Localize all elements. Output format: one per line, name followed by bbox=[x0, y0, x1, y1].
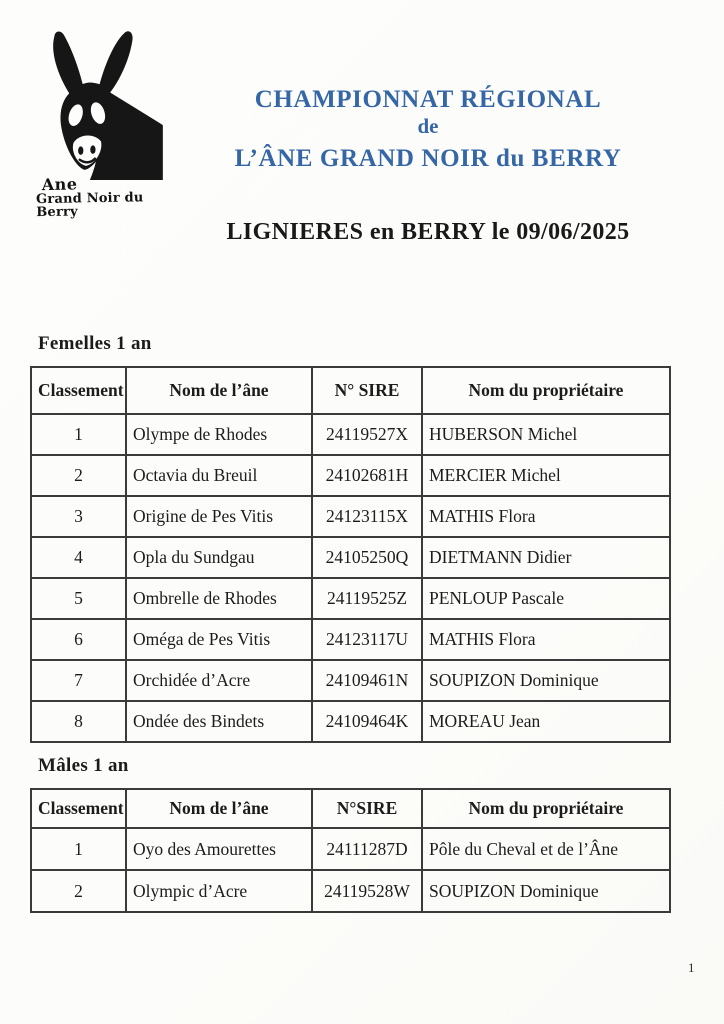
table-cell: Pôle du Cheval et de l’Âne bbox=[422, 828, 670, 870]
results-table-males bbox=[30, 788, 671, 913]
table-cell: Ondée des Bindets bbox=[126, 701, 312, 742]
table-cell: 1 bbox=[31, 828, 126, 870]
results-table-femelles bbox=[30, 366, 671, 743]
table-cell: 5 bbox=[31, 578, 126, 619]
section-heading: Mâles 1 an bbox=[38, 755, 129, 776]
table-cell: MERCIER Michel bbox=[422, 455, 670, 496]
table-row bbox=[31, 455, 670, 496]
title-line-3: L’ÂNE GRAND NOIR du BERRY bbox=[234, 145, 622, 172]
table-cell: Oyo des Amourettes bbox=[126, 828, 312, 870]
header-cell: Classement bbox=[31, 789, 126, 828]
header-cell: Nom du propriétaire bbox=[422, 367, 670, 414]
table-cell: SOUPIZON Dominique bbox=[422, 660, 670, 701]
table-body bbox=[31, 414, 670, 742]
table-cell: MATHIS Flora bbox=[422, 619, 670, 660]
table-cell: 4 bbox=[31, 537, 126, 578]
table-cell: Olympe de Rhodes bbox=[126, 414, 312, 455]
title-line-1: CHAMPIONNAT RÉGIONAL bbox=[254, 86, 602, 113]
event-subtitle: LIGNIERES en BERRY le 09/06/2025 bbox=[226, 219, 630, 245]
table-cell: 24119525Z bbox=[312, 578, 422, 619]
table-row bbox=[31, 537, 670, 578]
table-row bbox=[31, 701, 670, 742]
table-cell: Origine de Pes Vitis bbox=[126, 496, 312, 537]
table-cell: 24109464K bbox=[312, 701, 422, 742]
logo-caption-line2: Grand Noir du Berry bbox=[35, 190, 144, 221]
section-heading: Femelles 1 an bbox=[38, 333, 152, 354]
table-cell: Opla du Sundgau bbox=[126, 537, 312, 578]
table-cell: MOREAU Jean bbox=[422, 701, 670, 742]
header-cell: N° SIRE bbox=[312, 367, 422, 414]
table-header bbox=[31, 789, 670, 828]
table-cell: 24123115X bbox=[312, 496, 422, 537]
header-cell: Nom de l’âne bbox=[126, 367, 312, 414]
header-cell: Classement bbox=[31, 367, 126, 414]
header-cell: Nom du propriétaire bbox=[422, 789, 670, 828]
table-row bbox=[31, 414, 670, 455]
table-cell: 3 bbox=[31, 496, 126, 537]
table-cell: 6 bbox=[31, 619, 126, 660]
header-block bbox=[132, 86, 724, 246]
table-body bbox=[31, 828, 670, 912]
table-cell: 24119528W bbox=[312, 870, 422, 912]
table-cell: PENLOUP Pascale bbox=[422, 578, 670, 619]
table-cell: 24111287D bbox=[312, 828, 422, 870]
table-row bbox=[31, 496, 670, 537]
table-cell: Orchidée d’Acre bbox=[126, 660, 312, 701]
logo-caption-line1: Ane bbox=[41, 174, 78, 195]
header-cell: N°SIRE bbox=[312, 789, 422, 828]
table-cell: 7 bbox=[31, 660, 126, 701]
table-cell: Ombrelle de Rhodes bbox=[126, 578, 312, 619]
header-cell: Nom de l’âne bbox=[126, 789, 312, 828]
page-number: 1 bbox=[688, 960, 695, 975]
table-cell: SOUPIZON Dominique bbox=[422, 870, 670, 912]
table-cell: 8 bbox=[31, 701, 126, 742]
table-cell: DIETMANN Didier bbox=[422, 537, 670, 578]
table-cell: 1 bbox=[31, 414, 126, 455]
section-males-1-an bbox=[30, 755, 670, 913]
table-cell: 2 bbox=[31, 870, 126, 912]
table-cell: 24109461N bbox=[312, 660, 422, 701]
table-cell: 2 bbox=[31, 455, 126, 496]
table-header bbox=[31, 367, 670, 414]
table-cell: Olympic d’Acre bbox=[126, 870, 312, 912]
table-header-row bbox=[31, 367, 670, 414]
table-row bbox=[31, 619, 670, 660]
table-cell: 24123117U bbox=[312, 619, 422, 660]
table-row bbox=[31, 828, 670, 870]
table-cell: 24102681H bbox=[312, 455, 422, 496]
table-cell: HUBERSON Michel bbox=[422, 414, 670, 455]
table-cell: MATHIS Flora bbox=[422, 496, 670, 537]
title-line-2: de bbox=[417, 114, 439, 138]
section-femelles-1-an bbox=[30, 333, 670, 743]
table-header-row bbox=[31, 789, 670, 828]
table-cell: Oméga de Pes Vitis bbox=[126, 619, 312, 660]
table-row bbox=[31, 578, 670, 619]
table-row bbox=[31, 660, 670, 701]
table-cell: Octavia du Breuil bbox=[126, 455, 312, 496]
table-cell: 24119527X bbox=[312, 414, 422, 455]
table-row bbox=[31, 870, 670, 912]
table-cell: 24105250Q bbox=[312, 537, 422, 578]
